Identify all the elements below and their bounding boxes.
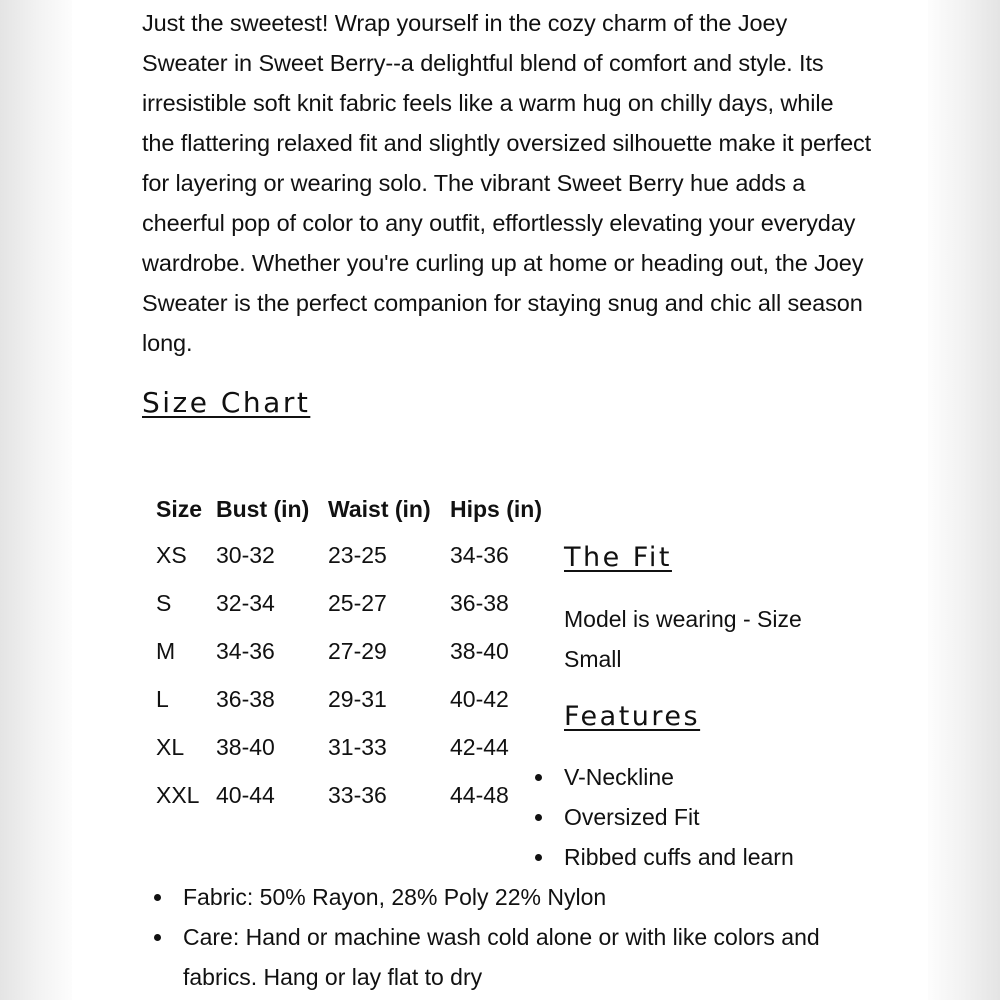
bust-cell: 40-44 xyxy=(216,781,275,808)
bust-cell: 32-34 xyxy=(216,589,275,616)
size-chart-heading: Size Chart xyxy=(142,386,311,419)
list-item: V-Neckline xyxy=(564,757,794,797)
list-item: Oversized Fit xyxy=(564,797,794,837)
features-list xyxy=(564,757,794,877)
bust-cell: 30-32 xyxy=(216,541,275,568)
waist-cell: 29-31 xyxy=(328,685,387,712)
hips-cell: 36-38 xyxy=(450,589,509,616)
care-item: Care: Hand or machine wash cold alone or with like colors and fabrics. Hang or lay flat to dry xyxy=(183,917,873,997)
bust-cell: 34-36 xyxy=(216,637,275,664)
table-row xyxy=(154,627,556,675)
list-item: Ribbed cuffs and learn xyxy=(564,837,794,877)
size-cell: XS xyxy=(156,541,187,568)
table-row xyxy=(154,531,556,579)
fit-description: Model is wearing - Size Small xyxy=(564,606,802,672)
bust-cell: 36-38 xyxy=(216,685,275,712)
hips-cell: 34-36 xyxy=(450,541,509,568)
size-cell: XL xyxy=(156,733,185,760)
table-row xyxy=(154,579,556,627)
product-description: Just the sweetest! Wrap yourself in the cozy charm of the Joey Sweater in Sweet Berry--a delightful blend of comfort and style. Its irresistible soft knit fabric feels like a warm hug on chilly days, while the flattering relaxed fit and slightly oversized silhouette make it perfect for layering or wearing solo. The vibrant Sweet Berry hue adds a cheerful pop of color to any outfit, effortlessly elevating your everyday wardrobe. Whether you're curling up at home or heading out, the Joey Sweater is the perfect companion for staying snug and chic all season long. xyxy=(142,10,872,356)
column-header-bust: Bust (in) xyxy=(216,495,310,522)
the-fit-heading: The Fit xyxy=(564,542,672,573)
hips-cell: 38-40 xyxy=(450,637,509,664)
column-header-waist: Waist (in) xyxy=(328,495,431,522)
product-description-page xyxy=(72,0,928,1000)
size-cell: L xyxy=(156,685,169,712)
table-row xyxy=(154,723,556,771)
hips-cell: 42-44 xyxy=(450,733,509,760)
hips-cell: 44-48 xyxy=(450,781,509,808)
bust-cell: 38-40 xyxy=(216,733,275,760)
column-header-hips: Hips (in) xyxy=(450,495,542,522)
size-cell: M xyxy=(156,637,176,664)
hips-cell: 40-42 xyxy=(450,685,509,712)
size-cell: XXL xyxy=(156,781,200,808)
waist-cell: 31-33 xyxy=(328,733,387,760)
size-chart-header-row xyxy=(154,487,556,531)
size-cell: S xyxy=(156,589,172,616)
features-heading: Features xyxy=(564,701,701,732)
column-header-size: Size xyxy=(156,495,203,522)
waist-cell: 23-25 xyxy=(328,541,387,568)
fabric-item: Fabric: 50% Rayon, 28% Poly 22% Nylon xyxy=(183,877,873,917)
waist-cell: 33-36 xyxy=(328,781,387,808)
waist-cell: 27-29 xyxy=(328,637,387,664)
fabric-care-list xyxy=(183,877,873,997)
table-row xyxy=(154,771,556,819)
size-chart-table xyxy=(154,487,556,819)
waist-cell: 25-27 xyxy=(328,589,387,616)
table-row xyxy=(154,675,556,723)
